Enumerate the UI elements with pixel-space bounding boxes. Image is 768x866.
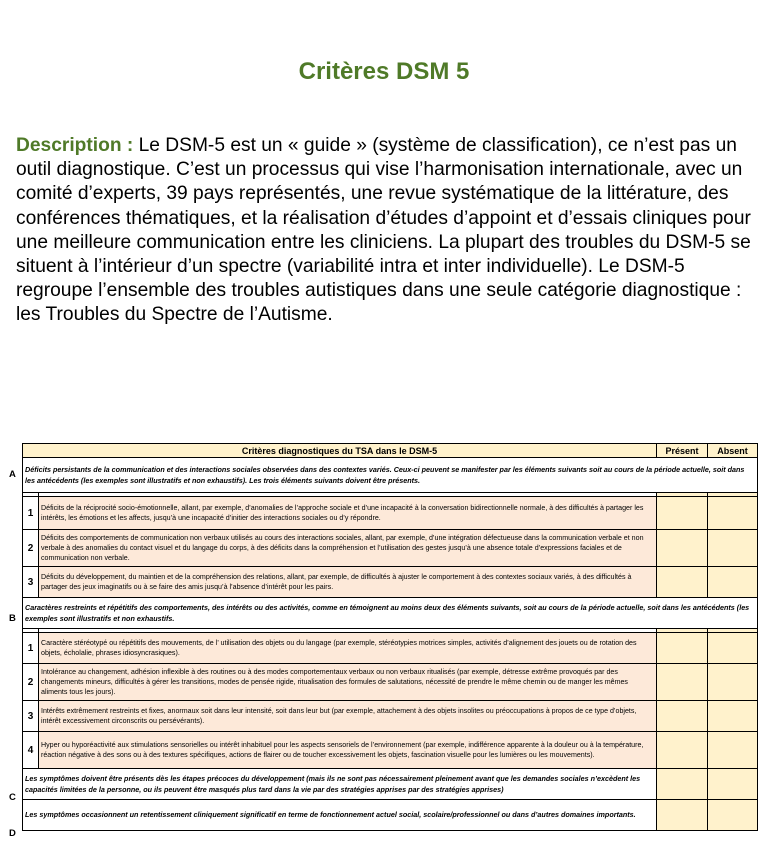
page-title: Critères DSM 5 [298, 58, 470, 85]
absent-checkbox-a2[interactable] [708, 530, 758, 567]
table-row [23, 530, 758, 567]
item-number: 2 [23, 530, 39, 567]
absent-checkbox-b3[interactable] [708, 701, 758, 732]
present-checkbox-b4[interactable] [657, 732, 708, 769]
item-number: 2 [23, 664, 39, 701]
absent-checkbox-b4[interactable] [708, 732, 758, 769]
table-row [23, 567, 758, 598]
item-text: Déficits de la réciprocité socio-émotionnelle, allant, par exemple, d’anomalies de l’approche sociale et d’une incapacité à la conversation bidirectionnelle normale, à des difficultés à partager les intérêts, les émotions et les affects, jusqu’à une incapacité d’initier des interactions sociales ou d’y répondre. [39, 497, 657, 530]
absent-checkbox-a1[interactable] [708, 497, 758, 530]
table-row [23, 664, 758, 701]
present-checkbox-a3[interactable] [657, 567, 708, 598]
item-text: Hyper ou hyporéactivité aux stimulations sensorielles ou intérêt inhabituel pour les aspects sensoriels de l’environnement (par exemple, indifférence apparente à la douleur ou à la température, réaction négative à des sons ou à des textures spécifiques, actions de flairer ou de toucher excessivement les objets, fascination visuelle pour les lumières ou les mouvements). [39, 732, 657, 769]
absent-checkbox-c[interactable] [708, 769, 758, 800]
present-checkbox-b3[interactable] [657, 701, 708, 732]
present-checkbox-d[interactable] [657, 800, 708, 831]
table-row [23, 701, 758, 732]
item-number: 4 [23, 732, 39, 769]
absent-checkbox-a3[interactable] [708, 567, 758, 598]
section-row-d [23, 800, 758, 831]
section-letter-c: C [9, 792, 16, 803]
table-header-row [23, 444, 758, 458]
item-text: Caractère stéréotypé ou répétitifs des mouvements, de l’ utilisation des objets ou du langage (par exemple, stéréotypies motrices simples, activités d’alignement des jouets ou de rotation des objets, écholalie, phrases idiosyncrasiques). [39, 633, 657, 664]
section-letter-d: D [9, 828, 16, 839]
table-row [23, 732, 758, 769]
description-label: Description : [16, 135, 134, 156]
section-row-a [23, 458, 758, 493]
table-row [23, 497, 758, 530]
description-paragraph [16, 134, 758, 328]
section-letter-b: B [9, 613, 16, 624]
criteria-table [22, 443, 758, 831]
section-row-b [23, 598, 758, 629]
description-text: Le DSM-5 est un « guide » (système de classification), ce n’est pas un outil diagnostique. C’est un processus qui vise l’harmonisation internationale, avec un comité d’experts, 39 pays représentés, une revue systématique de la littérature, des conférences thématiques, et la réalisation d’études d’appoint et d’essais cliniques pour une meilleure communication entre les cliniciens. La plupart des troubles du DSM-5 se situent à l’intérieur d’un spectre (variabilité intra et inter individuelle). Le DSM-5 regroupe l’ensemble des troubles autistiques dans une seule catégorie diagnostique : les Troubles du Spectre de l’Autisme. [16, 135, 751, 326]
item-number: 3 [23, 701, 39, 732]
item-text: Intérêts extrêmement restreints et fixes, anormaux soit dans leur intensité, soit dans leur but (par exemple, attachement à des objets insolites ou préoccupations à propos de ce type d’objets, intérêt excessivement circonscrits ou persévérants). [39, 701, 657, 732]
section-text-d: Les symptômes occasionnent un retentissement cliniquement significatif en terme de fonctionnement actuel social, scolaire/professionnel ou dans d’autres domaines importants. [23, 800, 657, 831]
absent-checkbox-b1[interactable] [708, 633, 758, 664]
present-checkbox-b1[interactable] [657, 633, 708, 664]
present-checkbox-c[interactable] [657, 769, 708, 800]
absent-checkbox-d[interactable] [708, 800, 758, 831]
column-header-absent: Absent [708, 444, 758, 458]
item-number: 1 [23, 633, 39, 664]
item-text: Intolérance au changement, adhésion inflexible à des routines ou à des modes comportementaux verbaux ou non verbaux ritualisés (par exemple, détresse extrême provoqués par des changements mineurs, difficultés à gérer les transitions, modes de pensée rigide, ritualisation des formules de salutations, nécessité de prendre le même chemin ou de manger les mêmes aliments tous les jours). [39, 664, 657, 701]
section-letter-a: A [9, 469, 16, 480]
section-text-b: Caractères restreints et répétitifs des comportements, des intérêts ou des activités, comme en témoignent au moins deux des éléments suivants, soit au cours de la période actuelle, soit dans les antécédents (les exemples sont illustratifs et non exhaustifs. [23, 598, 758, 629]
item-text: Déficits des comportements de communication non verbaux utilisés au cours des interactions sociales, allant, par exemple, d’une intégration défectueuse dans la communication verbale et non verbale à des anomalies du contact visuel et du langage du corps, à des déficits dans la compréhension et l’utilisation des gestes jusqu’à une absence totale d’expressions faciales et de communication non verbale. [39, 530, 657, 567]
present-checkbox-a1[interactable] [657, 497, 708, 530]
present-checkbox-b2[interactable] [657, 664, 708, 701]
item-text: Déficits du développement, du maintien et de la compréhension des relations, allant, par exemple, de difficultés à ajuster le comportement à des contextes sociaux variés, à des difficultés à partager des jeux imaginatifs ou à se faire des amis jusqu’à l’absence d’intérêt pour les pairs. [39, 567, 657, 598]
section-row-c [23, 769, 758, 800]
column-header-present: Présent [657, 444, 708, 458]
item-number: 3 [23, 567, 39, 598]
section-text-a: Déficits persistants de la communication et des interactions sociales observées dans des contextes variés. Ceux-ci peuvent se manifester par les éléments suivants soit au cours de la période actuelle, soit dans les antécédents (les exemples sont illustratifs et non exhaustifs). Les trois éléments suivants doivent être présents. [23, 458, 758, 493]
item-number: 1 [23, 497, 39, 530]
table-header-title: Critères diagnostiques du TSA dans le DSM-5 [23, 444, 657, 458]
table-row [23, 633, 758, 664]
section-text-c: Les symptômes doivent être présents dès les étapes précoces du développement (mais ils ne sont pas nécessairement pleinement avant que les demandes sociales n’excèdent les capacités limitées de la personne, ou ils peuvent être masqués plus tard dans la vie par des stratégies apprises par des stratégies apprises) [23, 769, 657, 800]
present-checkbox-a2[interactable] [657, 530, 708, 567]
absent-checkbox-b2[interactable] [708, 664, 758, 701]
